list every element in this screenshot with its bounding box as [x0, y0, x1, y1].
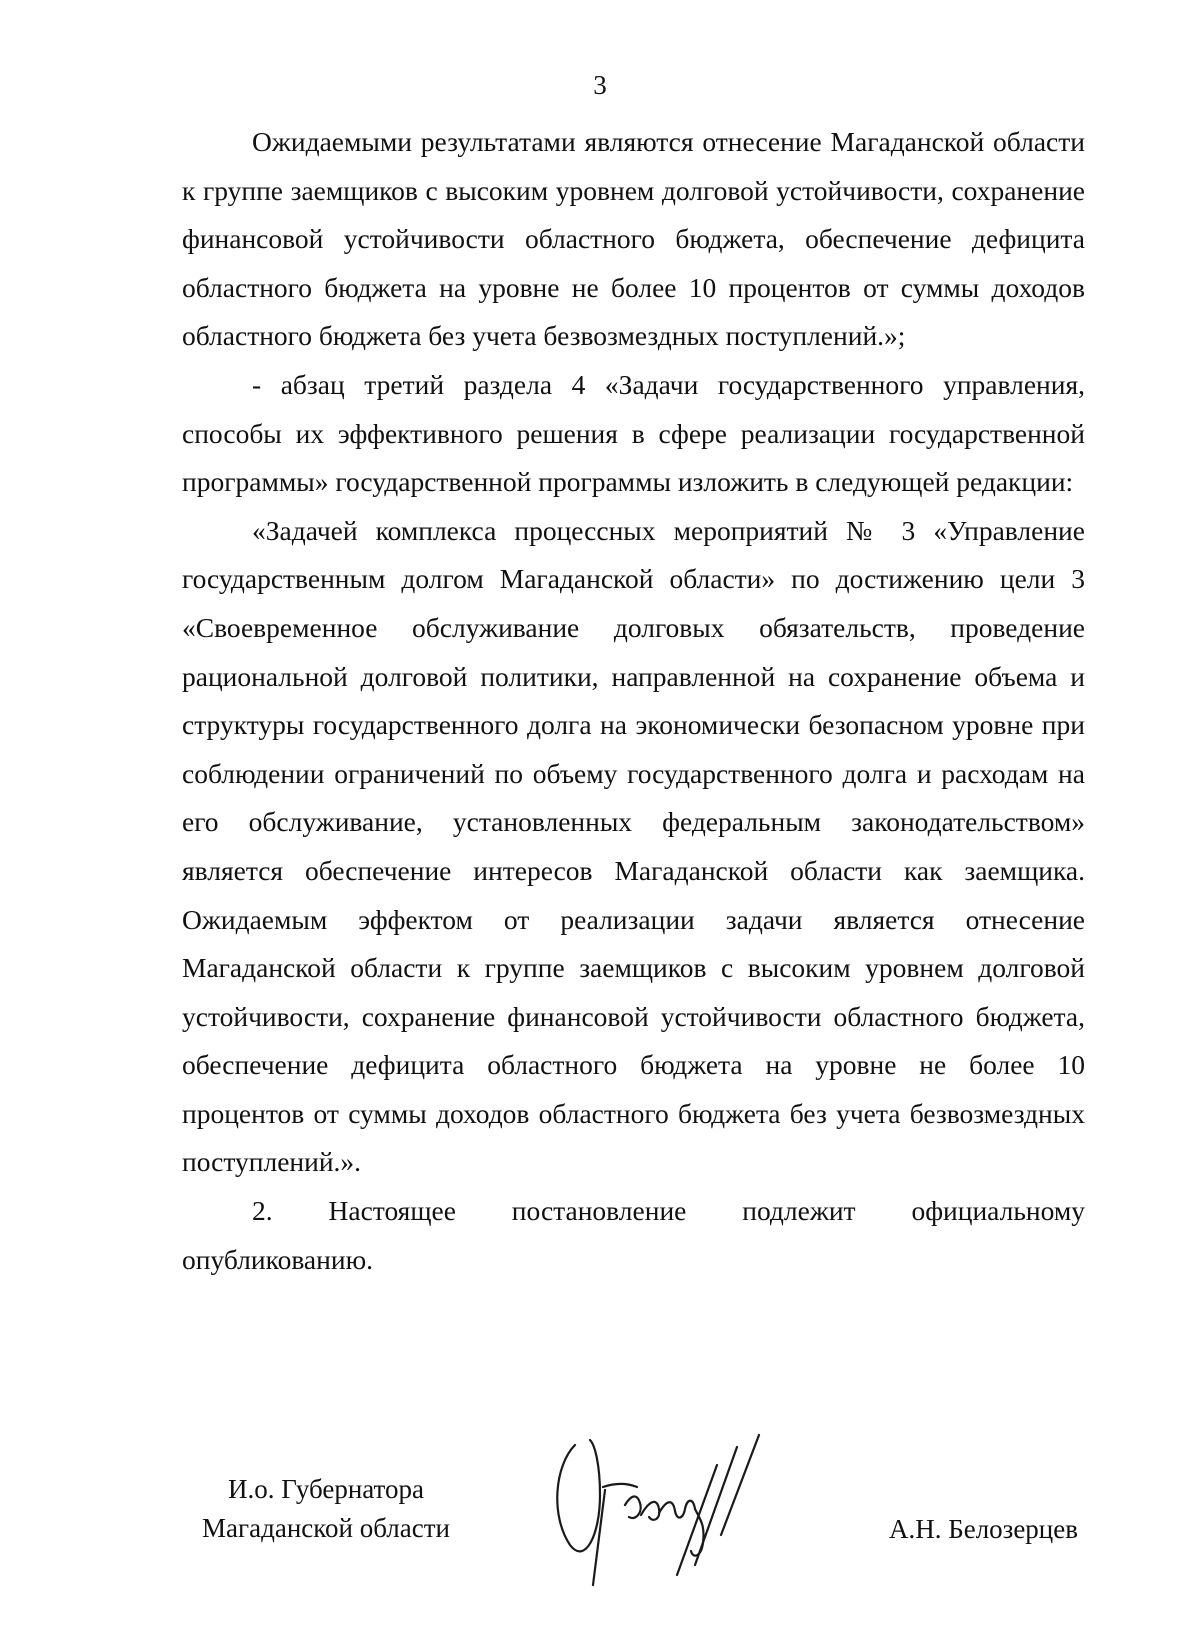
signer-title-line-1: И.о. Губернатора	[227, 1474, 424, 1504]
signer-name: А.Н. Белозерцев	[888, 1514, 1078, 1544]
paragraph-publication: 2. Настоящее постановление подлежит официальному опубликованию.	[182, 1195, 1085, 1275]
paragraph-expected-results: Ожидаемыми результатами являются отнесение Магаданской области к группе заемщиков с высоким уровнем долговой устойчивости, сохранение финансовой устойчивости областного бюджета, обеспечение дефицита областного бюджета на уровне не более 10 процентов от суммы доходов областного бюджета без учета безвозмездных поступлений.»;	[182, 126, 1085, 352]
handwritten-signature-icon	[545, 1425, 785, 1595]
paragraph-amendment-clause: - абзац третий раздела 4 «Задачи государственного управления, способы их эффективного решения в сфере реализации государственной программы» государственной программы изложить в следующей редакции:	[182, 368, 1085, 498]
signer-title-line-2: Магаданской области	[202, 1513, 450, 1543]
document-body	[182, 118, 1085, 1284]
signature-block	[0, 1470, 1200, 1630]
paragraph-new-wording: «Задачей комплекса процессных мероприятий № 3 «Управление государственным долгом Магаданской области» по достижению цели 3 «Своевременное обслуживание долговых обязательств, проведение рациональной долговой политики, направленной на сохранение объема и структуры государственного долга на экономически безопасном уровне при соблюдении ограничений по объему государственного долга и расходам на его обслуживание, установленных федеральным законодательством» является обеспечение интересов Магаданской области как заемщика. Ожидаемым эффектом от реализации задачи является отнесение Магаданской области к группе заемщиков с высоким уровнем долговой устойчивости, сохранение финансовой устойчивости областного бюджета, обеспечение дефицита областного бюджета на уровне не более 10 процентов от суммы доходов областного бюджета без учета безвозмездных поступлений.».	[182, 514, 1085, 1178]
signer-title	[176, 1470, 476, 1548]
page-number: 3	[593, 70, 607, 100]
